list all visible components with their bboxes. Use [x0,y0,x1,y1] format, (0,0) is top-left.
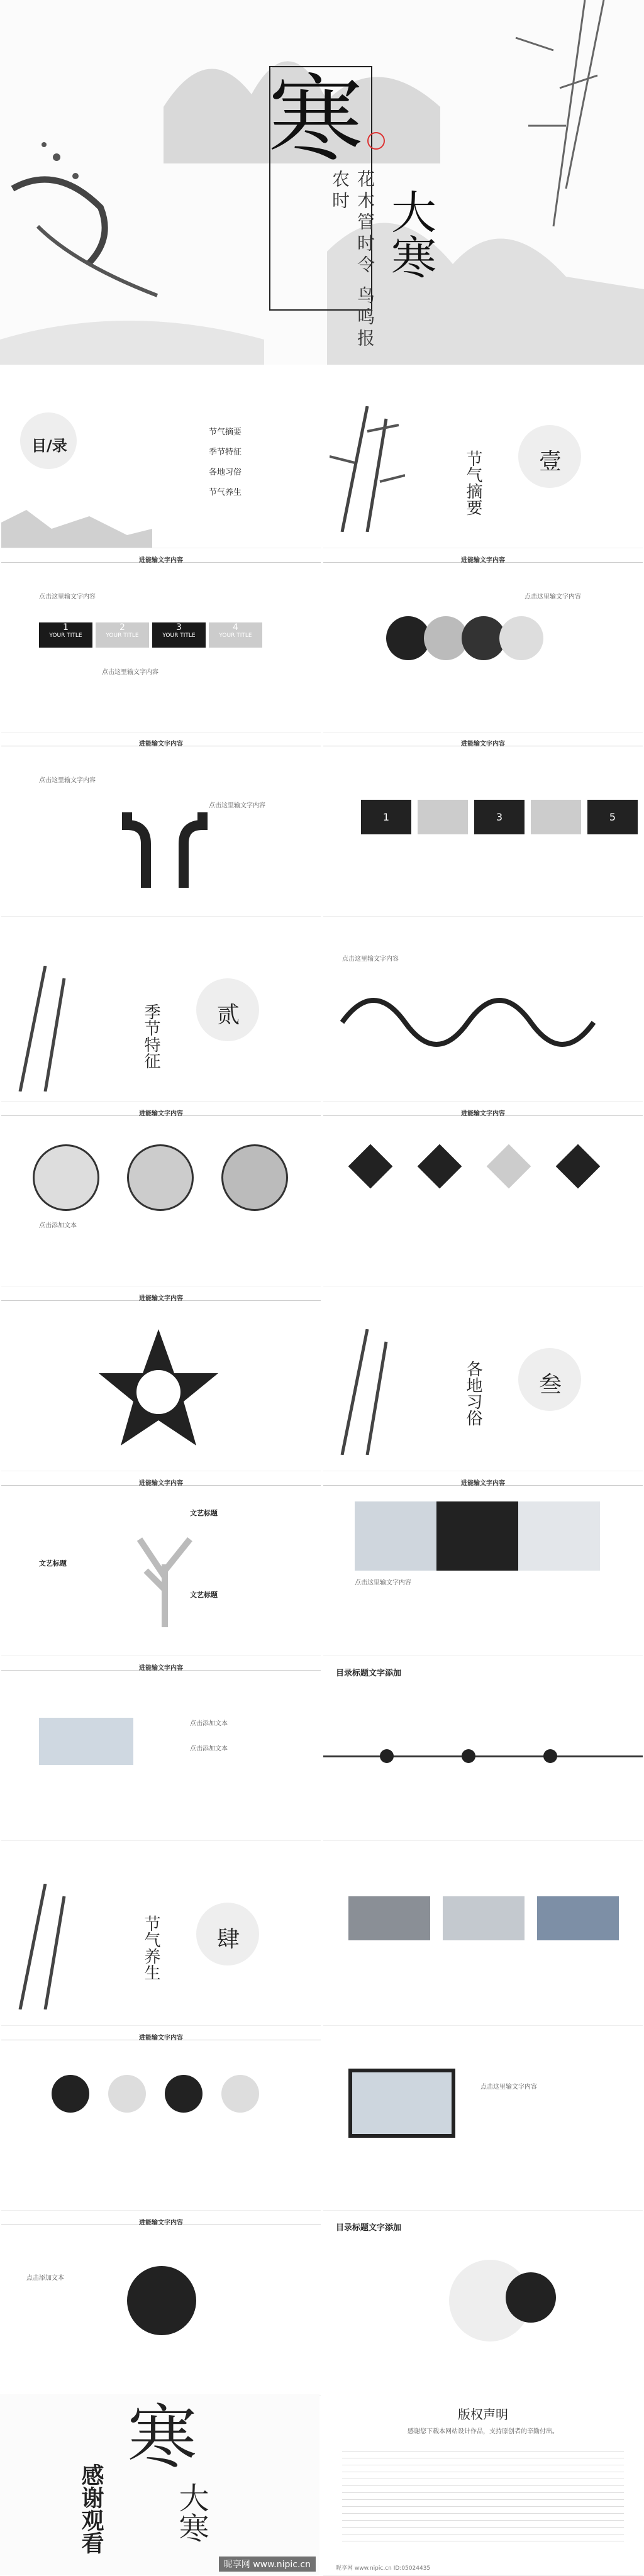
ink-village [1,491,152,548]
add-text: 点击添加文本 [26,2275,64,2282]
toc-item-3[interactable]: 各地习俗 [209,468,242,477]
ball-slide [1,2216,321,2396]
circle-4 [499,616,543,660]
header-text: 进能输文字内容 [139,557,183,564]
header-text: 进能输文字内容 [139,2035,183,2042]
header-text: 进能输文字内容 [139,2219,183,2226]
road-arrows [121,806,209,888]
tree-slide [1,1476,321,1656]
thanks-title: 大寒 [174,2482,209,2543]
copyright-intro: 感谢您下载本网站设计作品，支持原创者的辛勤付出。 [408,2428,558,2435]
section4-slide [1,1846,321,2026]
section1-num: 壹 [539,449,562,475]
photo-2 [436,1501,518,1571]
add-text-2: 点击添加文本 [190,1745,228,1752]
title-box-1[interactable]: 1 YOUR TITLE [39,622,92,648]
star-shape [96,1323,221,1449]
fill-text-2: 点击这里输文字内容 [209,802,265,809]
section4-title: 节气养生 [142,1915,160,1981]
watermark: 昵享网 www.nipic.cn ID:05024435 [336,2565,431,2572]
ball [127,2266,196,2335]
three-photos-slide [323,1846,643,2026]
timeline-dot-2 [462,1749,475,1763]
hero-big-char: 寒 [252,69,362,163]
timeline-dot-3 [543,1749,557,1763]
arch-line [336,972,638,1048]
arch-slide [323,922,643,1102]
photos-slide [323,1476,643,1656]
plus-circle-1 [52,2075,89,2113]
detail-title-2: 目录标题文字添加 [336,2223,402,2233]
header-text: 进能输文字内容 [139,1110,183,1117]
photo-a [348,1896,430,1940]
header-text: 进能输文字内容 [139,741,183,748]
red-seal [367,132,385,150]
header-text: 进能输文字内容 [139,1480,183,1487]
monitor-circle [506,2272,556,2323]
thanks-sub: 感谢观看 [78,2463,104,2554]
photo-3 [518,1501,600,1571]
titles-slide [1,553,321,733]
culture-3: 文艺标题 [190,1591,218,1599]
timeline-slide [323,1661,643,1841]
thanks-big-char: 寒 [116,2401,197,2470]
header-text: 进能输文字内容 [139,1665,183,1672]
diamond-4 [556,1144,601,1189]
section3-num: 叁 [539,1372,562,1398]
timeline-dot-1 [380,1749,394,1763]
header-text: 进能输文字内容 [461,557,505,564]
section2-title: 季节特征 [142,1003,160,1069]
star-slide [1,1291,321,1471]
section2-slide [1,922,321,1102]
diamond-3 [487,1144,531,1189]
thanks-slide [0,2394,319,2575]
culture-1: 文艺标题 [190,1509,218,1517]
circles-slide [323,553,643,733]
fill-text: 点击这里输文字内容 [480,2084,537,2091]
toc-item-2[interactable]: 季节特征 [209,448,242,457]
hero-slide [0,0,644,365]
toc-title: 目/录 [31,437,67,455]
detail-title: 目录标题文字添加 [336,1669,402,1678]
arrow-4 [531,800,581,834]
copyright-title: 版权声明 [458,2407,508,2422]
arrow-2 [418,800,468,834]
section1-slide [323,368,643,548]
title-box-3[interactable]: 3 YOUR TITLE [152,622,206,648]
photo-circle-1 [33,1144,99,1211]
section4-num: 肆 [217,1926,240,1952]
monitor-slide [323,2031,643,2211]
landscape-slide [1,1661,321,1841]
toc-item-1[interactable]: 节气摘要 [209,428,242,437]
diamond-2 [418,1144,462,1189]
timeline-line [323,1755,643,1757]
photo-circle-3 [221,1144,288,1211]
fill-text: 点击这里输文字内容 [355,1579,411,1586]
photo-circles-slide [1,1107,321,1286]
copyright-slide [323,2394,643,2576]
watermark-badge: 昵享网 www.nipic.cn [219,2557,316,2572]
title-box-2[interactable]: 2 YOUR TITLE [96,622,149,648]
plus-circle-3 [165,2075,203,2113]
tree-shape [127,1514,203,1627]
section3-title: 各地习俗 [464,1361,482,1426]
photo-circle-2 [127,1144,194,1211]
title-box-4[interactable]: 4 YOUR TITLE [209,622,262,648]
monitor [348,2069,455,2138]
plus-circle-2 [108,2075,146,2113]
diamond-1 [348,1144,393,1189]
arrow-5: 5 [587,800,638,834]
ink-bamboo [330,406,405,532]
plus-circle-4 [221,2075,259,2113]
header-text: 进能输文字内容 [461,1110,505,1117]
section1-title: 节气摘要 [464,450,482,516]
photo-1 [355,1501,436,1571]
diamonds-slide [323,1107,643,1286]
arrows-slide [323,737,643,917]
arrow-3: 3 [474,800,525,834]
section3-slide [323,1291,643,1471]
add-text: 点击添加文本 [39,1222,77,1229]
hero-title: 大寒 [384,189,436,279]
fill-text-1: 点击这里输文字内容 [39,777,96,784]
hero-poem: 花木管时令 鸟鸣报农时 [330,170,375,350]
plus-slide [1,2031,321,2211]
ink-bamboo [330,1329,405,1455]
copyright-body [342,2445,624,2545]
fill-text: 点击这里输文字内容 [342,956,399,963]
fill-text: 点击这里输文字内容 [39,594,96,600]
header-text: 进能输文字内容 [461,741,505,748]
header-text: 进能输文字内容 [461,1480,505,1487]
toc-slide [1,368,321,548]
pie-slide [323,2216,643,2396]
landscape-photo [39,1718,133,1765]
ink-bamboo [8,1884,83,2009]
add-text-1: 点击添加文本 [190,1720,228,1727]
photo-b [443,1896,525,1940]
header-text: 进能输文字内容 [139,1295,183,1302]
road-slide [1,737,321,917]
toc-item-4[interactable]: 节气养生 [209,488,242,497]
culture-2: 文艺标题 [39,1559,67,1567]
photo-c [537,1896,619,1940]
arrow-1: 1 [361,800,411,834]
section2-num: 贰 [217,1002,240,1028]
fill-text-2: 点击这里输文字内容 [102,669,158,676]
fill-text: 点击这里输文字内容 [525,594,581,600]
ink-bamboo [8,966,83,1092]
